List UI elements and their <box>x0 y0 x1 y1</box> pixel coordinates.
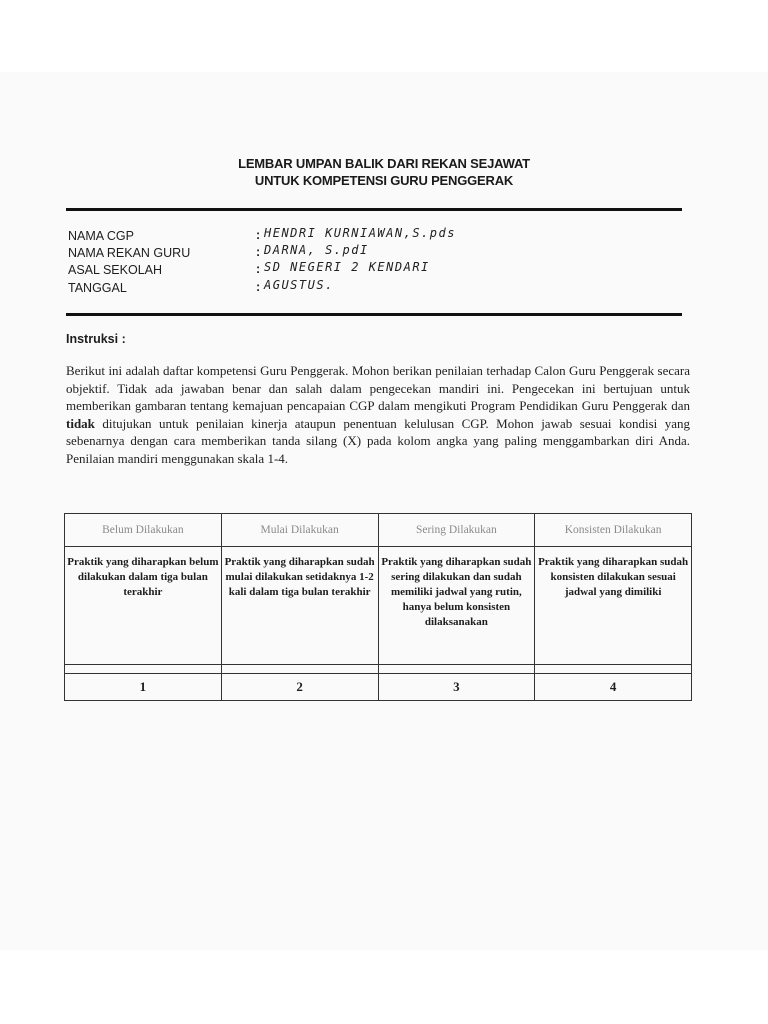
instructions-text-part2: ditujukan untuk penilaian kinerja ataupun penentuan kelulusan CGP. Mohon jawab sesuai kondisi yang sebenarnya dengan cara memberikan tanda silang (X) pada kolom angka yang paling menggambarkan diri Anda. Penilaian mandiri menggunakan skala 1-4. <box>66 415 690 466</box>
field-colon: : <box>256 245 261 259</box>
scale-header: Mulai Dilakukan <box>221 514 378 547</box>
scale-header: Sering Dilakukan <box>378 514 535 547</box>
handwritten-value: HENDRI KURNIAWAN,S.pds <box>264 226 456 240</box>
scale-description: Praktik yang diharapkan belum dilakukan dalam tiga bulan terakhir <box>65 547 222 665</box>
scale-header: Belum Dilakukan <box>65 514 222 547</box>
handwritten-value: AGUSTUS. <box>264 278 334 292</box>
scale-number-cell[interactable]: 3 <box>378 674 535 701</box>
field-colon: : <box>256 280 261 294</box>
field-label: ASAL SEKOLAH <box>68 263 163 277</box>
scale-number-cell[interactable]: 4 <box>535 674 692 701</box>
scale-description: Praktik yang diharapkan sudah sering dilakukan dan sudah memiliki jadwal yang rutin, hanya belum konsisten dilaksanakan <box>378 547 535 665</box>
document-page <box>0 72 768 950</box>
field-asal-sekolah <box>68 260 668 281</box>
instructions-text-part1: Berikut ini adalah daftar kompetensi Guru Penggerak. Mohon berikan penilaian terhadap Calon Guru Penggerak secara objektif. Tidak ada jawaban benar dan salah dalam pengecekan mandiri ini. Pengecekan ini bertujuan untuk memberikan gambaran tentang kemajuan pencapaian CGP dalam mengikuti Program Pendidikan Guru Penggerak dan <box>66 363 690 413</box>
handwritten-value: SD NEGERI 2 KENDARI <box>264 260 430 274</box>
scale-number-cell[interactable]: 1 <box>65 674 222 701</box>
instructions-paragraph <box>66 362 690 467</box>
instructions-heading: Instruksi : <box>66 332 126 346</box>
scale-description-row <box>65 547 692 665</box>
scale-number-row <box>65 674 692 701</box>
scale-number-cell[interactable]: 2 <box>221 674 378 701</box>
field-label: TANGGAL <box>68 281 127 295</box>
field-colon: : <box>256 262 261 276</box>
instructions-emphasis: tidak <box>66 415 95 431</box>
document-title-line2: UNTUK KOMPETENSI GURU PENGGERAK <box>254 173 514 188</box>
scale-header-row <box>65 514 692 547</box>
document-title-line1: LEMBAR UMPAN BALIK DARI REKAN SEJAWAT <box>238 156 530 171</box>
scale-description: Praktik yang diharapkan sudah konsisten dilakukan sesuai jadwal yang dimiliki <box>535 547 692 665</box>
handwritten-value: DARNA, S.pdI <box>264 243 369 257</box>
field-label: NAMA REKAN GURU <box>68 246 191 260</box>
bottom-divider <box>66 313 682 316</box>
scale-description: Praktik yang diharapkan sudah mulai dilakukan setidaknya 1-2 kali dalam tiga bulan terakhir <box>221 547 378 665</box>
rating-scale-table <box>64 513 692 701</box>
field-colon: : <box>256 228 261 242</box>
field-label: NAMA CGP <box>68 229 134 243</box>
scale-header: Konsisten Dilakukan <box>535 514 692 547</box>
field-tanggal <box>68 278 668 299</box>
top-divider <box>66 208 682 211</box>
